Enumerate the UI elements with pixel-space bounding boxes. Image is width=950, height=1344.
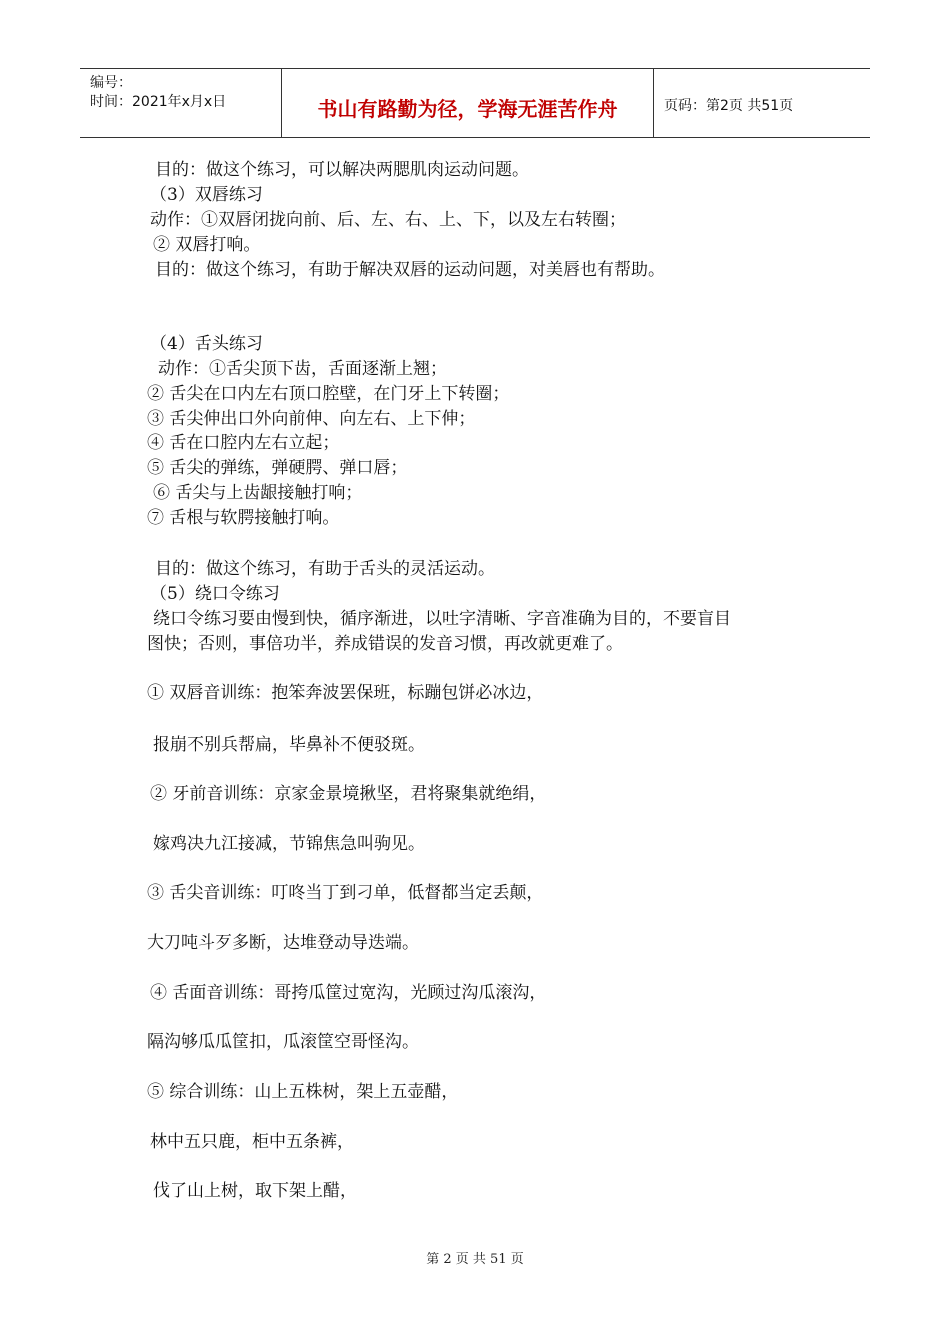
text-line: ⑦ 舌根与软腭接触打响。 [147,508,340,528]
page-header [80,68,870,138]
text-line: 动作：①舌尖顶下齿，舌面逐渐上翘； [158,359,447,379]
header-page-label: 页码：第2页 共51页 [664,98,794,114]
text-line: 嫁鸡决九江接减，节锦焦急叫驹见。 [153,834,425,854]
date-label: 时间：2021年x月x日 [90,94,227,110]
motto: 书山有路勤为径，学海无涯苦作舟 [317,97,618,121]
text-line: ① 双唇音训练：抱笨奔波罢保班，标蹦包饼必冰边， [147,683,544,703]
text-line: ② 舌尖在口内左右顶口腔壁，在门牙上下转圈； [147,384,510,404]
text-line: ⑥ 舌尖与上齿龈接触打响； [153,483,363,503]
text-line: ② 双唇打响。 [153,235,261,255]
text-line: 林中五只鹿，柜中五条裤， [150,1132,354,1152]
text-line: 伐了山上树，取下架上醋， [153,1181,357,1201]
text-line: 动作：①双唇闭拢向前、后、左、右、上、下，以及左右转圈； [150,210,626,230]
text-line: 报崩不别兵帮扁，毕鼻补不便驳斑。 [153,735,425,755]
header-meta [80,69,282,137]
text-line: 目的：做这个练习，有助于舌头的灵活运动。 [155,559,495,579]
section-heading: （5）绕口令练习 [150,584,280,604]
text-line: 图快；否则，事倍功半，养成错误的发音习惯，再改就更难了。 [147,634,623,654]
text-line: 隔沟够瓜瓜筐扣，瓜滚筐空哥怪沟。 [147,1032,419,1052]
text-line: 大刀吨斗歹多断，达堆登动导迭端。 [147,933,419,953]
text-line: 绕口令练习要由慢到快，循序渐进，以吐字清晰、字音准确为目的，不要盲目 [153,609,731,629]
text-line: ② 牙前音训练：京家金景境揪坚，君将聚集就绝绢， [150,784,547,804]
text-line: ⑤ 舌尖的弹练，弹硬腭、弹口唇； [147,458,408,478]
text-line: ③ 舌尖音训练：叮咚当丁到刁单，低督都当定丢颠， [147,883,544,903]
section-heading: （4）舌头练习 [150,334,263,354]
text-line: ④ 舌在口腔内左右立起； [147,433,340,453]
section-heading: （3）双唇练习 [150,185,263,205]
text-line: 目的：做这个练习，可以解决两腮肌肉运动问题。 [155,160,529,180]
text-line: ④ 舌面音训练：哥挎瓜筐过宽沟，光顾过沟瓜滚沟， [150,983,547,1003]
text-line: 目的：做这个练习，有助于解决双唇的运动问题，对美唇也有帮助。 [155,260,665,280]
text-line: ⑤ 综合训练：山上五株树，架上五壶醋， [147,1082,459,1102]
text-line: ③ 舌尖伸出口外向前伸、向左右、上下伸； [147,409,476,429]
header-motto-cell [282,69,654,137]
number-label: 编号： [90,75,132,91]
page-footer: 第 2 页 共 51 页 [426,1252,524,1267]
header-page-cell [654,69,870,137]
